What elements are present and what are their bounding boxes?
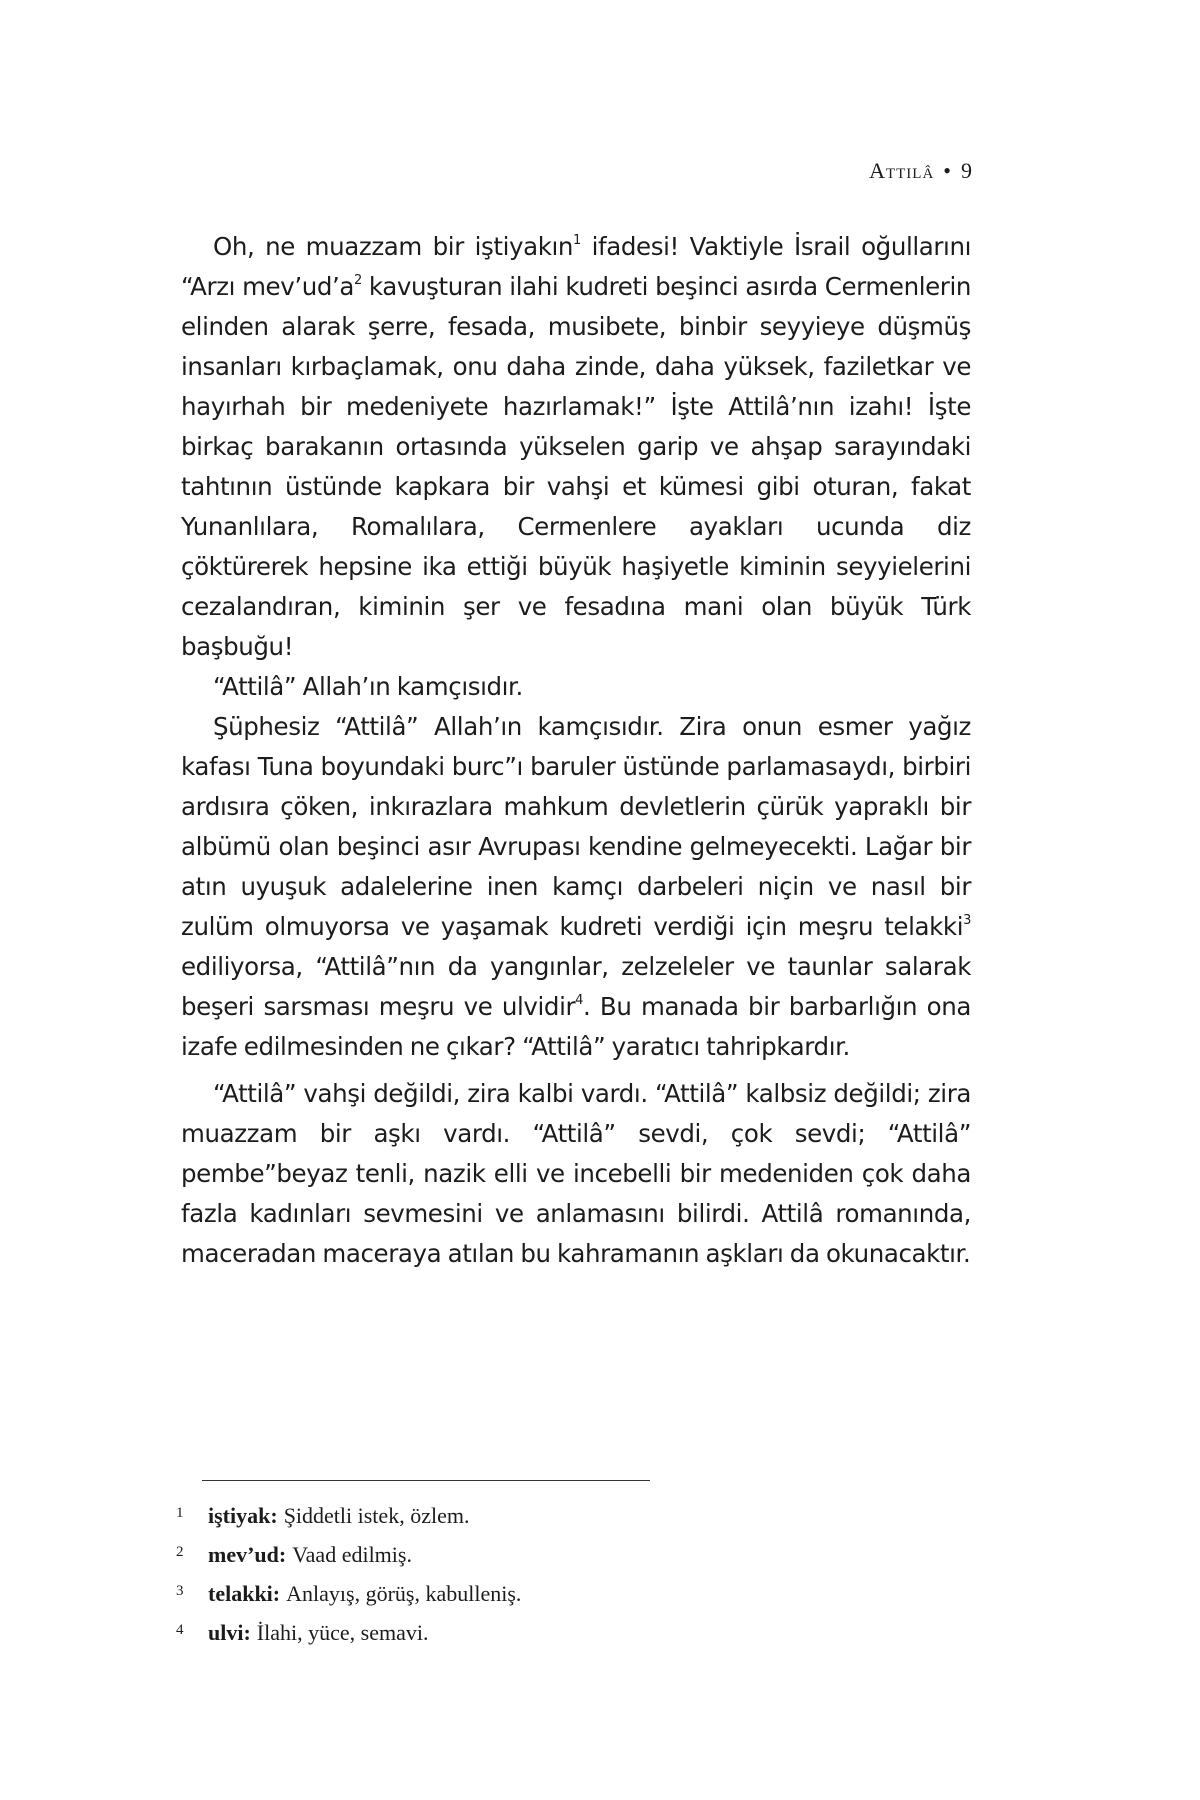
footnote-term: telakki: <box>208 1581 281 1606</box>
footnote-1 <box>176 1498 876 1537</box>
footnote-divider <box>202 1480 650 1481</box>
footnote-ref-4: 4 <box>575 992 584 1008</box>
paragraph-1-text-b: ifadesi! Vaktiyle İsrail oğullarını “Arzı mev’ud’a <box>181 232 971 301</box>
footnote-term: iştiyak: <box>208 1503 278 1528</box>
page-number: 9 <box>961 158 973 183</box>
footnotes <box>176 1498 876 1654</box>
paragraph-1-text-a: Oh, ne muazzam bir iştiyakın <box>213 232 574 261</box>
footnote-definition: Anlayış, görüş, kabulleniş. <box>286 1581 522 1606</box>
footnote-number: 2 <box>176 1544 184 1560</box>
footnote-number: 4 <box>176 1622 184 1638</box>
footnote-ref-3: 3 <box>963 912 971 928</box>
footnote-ref-2: 2 <box>354 272 362 288</box>
paragraph-3-text-c: . Bu manada bir barbarlığın ona izafe edilmesinden ne çıkar? “Attilâ” yaratıcı tahripkardır. <box>181 992 971 1061</box>
footnote-term: mev’ud: <box>208 1542 287 1567</box>
paragraph-3-text-b: ediliyorsa, “Attilâ”nın da yangınlar, zelzeleler ve taunlar salarak beşeri sarsması meşru ve ulvidir <box>181 952 971 1021</box>
footnote-3 <box>176 1576 876 1615</box>
paragraph-3 <box>181 707 971 1067</box>
footnote-2 <box>176 1537 876 1576</box>
running-head <box>869 158 973 184</box>
paragraph-3-text-a: Şüphesiz “Attilâ” Allah’ın kamçısıdır. Zira onun esmer yağız kafası Tuna boyundaki burc”ı baruler üstünde parlamasaydı, birbiri ardısıra çöken, inkırazlara mahkum devletlerin çürük yapraklı bir albümü olan beşinci asır Avrupası kendine gelmeyecekti. Lağar bir atın uyuşuk adalelerine inen kamçı darbeleri niçin ve nasıl bir zulüm olmuyorsa ve yaşamak kudreti verdiği için meşru telakki <box>181 712 971 941</box>
footnote-number: 1 <box>176 1505 184 1521</box>
running-head-title: Attilâ <box>869 158 935 183</box>
footnote-4 <box>176 1615 876 1654</box>
paragraph-4: “Attilâ” vahşi değildi, zira kalbi vardı. “Attilâ” kalbsiz değildi; zira muazzam bir aşkı vardı. “Attilâ” sevdi, çok sevdi; “Attilâ” pembe”beyaz tenli, nazik elli ve incebelli bir medeniden çok daha fazla kadınları sevmesini ve anlamasını bilirdi. Attilâ romanında, maceradan maceraya atılan bu kahramanın aşkları da okunacaktır. <box>181 1079 971 1268</box>
paragraph-2: “Attilâ” Allah’ın kamçısıdır. <box>213 672 523 701</box>
footnote-term: ulvi: <box>208 1620 251 1645</box>
footnote-definition: Şiddetli istek, özlem. <box>283 1503 470 1528</box>
paragraph-1-text-c: kavuşturan ilahi kudreti beşinci asırda Cermenlerin elinden alarak şerre, fesada, musibete, binbir seyyieye düşmüş insanları kırbaçlamak, onu daha zinde, daha yüksek, faziletkar ve hayırhah bir medeniyete hazırlamak!” İşte Attilâ’nın izahı! İşte birkaç barakanın ortasında yükselen garip ve ahşap sarayındaki tahtının üstünde kapkara bir vahşi et kümesi gibi oturan, fakat Yunanlılara, Romalılara, Cermenlere ayakları ucunda diz çöktürerek hepsine ika ettiği büyük haşiyetle kiminin seyyielerini cezalandıran, kiminin şer ve fesadına mani olan büyük Türk başbuğu! <box>181 272 971 661</box>
body-text <box>181 227 971 1274</box>
running-head-separator: • <box>943 158 952 183</box>
paragraph-1 <box>181 227 971 667</box>
footnote-number: 3 <box>176 1583 184 1599</box>
footnote-definition: Vaad edilmiş. <box>292 1542 412 1567</box>
footnote-ref-1: 1 <box>573 232 581 248</box>
footnote-definition: İlahi, yüce, semavi. <box>256 1620 429 1645</box>
